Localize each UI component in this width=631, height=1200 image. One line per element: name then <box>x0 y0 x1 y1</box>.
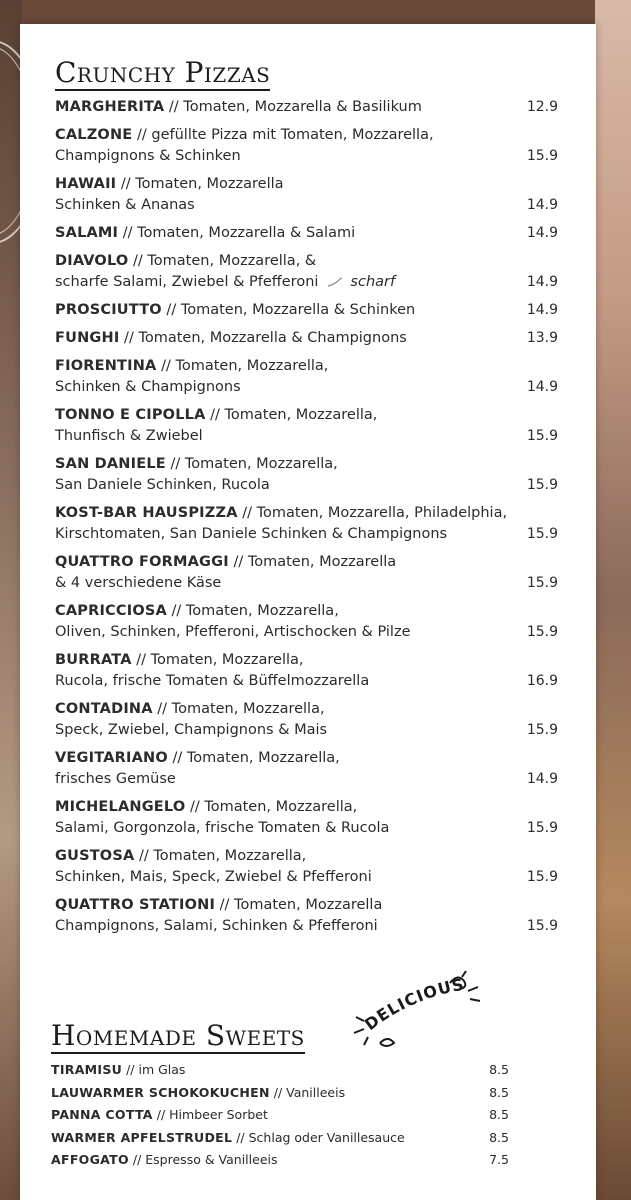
menu-item <box>55 454 560 496</box>
item-price: 14.9 <box>526 274 558 290</box>
item-name: WARMER APFELSTRUDEL <box>51 1129 233 1145</box>
item-description: // Tomaten, Mozzarella, <box>152 701 325 717</box>
item-description-continued: Salami, Gorgonzola, frische Tomaten & Rucola <box>55 820 390 836</box>
item-name: CALZONE <box>55 127 133 143</box>
item-description: // Vanilleeis <box>269 1084 346 1100</box>
menu-item <box>55 748 560 790</box>
item-description-line2 <box>55 195 560 216</box>
item-name: PROSCIUTTO <box>55 302 162 318</box>
item-description-line2 <box>55 769 560 790</box>
item-description-line2 <box>55 916 560 937</box>
item-description-line2 <box>55 426 560 447</box>
item-description: // Tomaten, Mozzarella, <box>167 750 340 766</box>
item-price: 14.9 <box>526 771 558 787</box>
sweet-list <box>51 1059 511 1172</box>
item-description: // Tomaten, Mozzarella & Salami <box>118 225 356 241</box>
item-price: 13.9 <box>526 330 558 346</box>
item-name: SALAMI <box>55 225 119 241</box>
item-price: 12.9 <box>526 99 558 115</box>
item-name: GUSTOSA <box>55 848 135 864</box>
item-description-continued: San Daniele Schinken, Rucola <box>55 477 270 493</box>
item-name: FUNGHI <box>55 330 120 346</box>
item-description-continued: Oliven, Schinken, Pfefferoni, Artischocken & Pilze <box>55 624 411 640</box>
item-name: CONTADINA <box>55 701 153 717</box>
menu-item <box>55 552 560 594</box>
menu-item <box>55 223 560 244</box>
menu-item <box>55 846 560 888</box>
item-description: // im Glas <box>122 1062 186 1077</box>
item-description-continued: scharfe Salami, Zwiebel & Pfefferoni <box>55 274 319 290</box>
item-description-line2 <box>55 622 560 643</box>
item-description-line2 <box>55 475 560 496</box>
item-price: 15.9 <box>526 477 558 493</box>
item-description: // Tomaten, Mozzarella, <box>205 407 378 423</box>
menu-item <box>55 356 560 398</box>
menu-item <box>55 601 560 643</box>
item-description: // Tomaten, Mozzarella & Champignons <box>119 330 407 346</box>
item-description: // Tomaten, Mozzarella & Schinken <box>161 302 416 318</box>
item-price: 8.5 <box>489 1129 509 1145</box>
pizza-list <box>55 97 560 944</box>
item-description-line2 <box>55 377 560 398</box>
sweets-section-title: Homemade Sweets <box>51 1019 305 1052</box>
menu-item <box>55 699 560 741</box>
item-price: 7.5 <box>489 1152 509 1167</box>
item-description-line2 <box>55 867 560 888</box>
item-name: HAWAII <box>55 176 117 192</box>
item-name: KOST-BAR HAUSPIZZA <box>55 505 238 521</box>
item-price: 14.9 <box>526 379 558 395</box>
item-price: 15.9 <box>526 722 558 738</box>
item-description-continued: Schinken & Champignons <box>55 379 241 395</box>
menu-item <box>55 174 560 216</box>
item-description: // Tomaten, Mozzarella, <box>134 848 307 864</box>
item-price: 8.5 <box>489 1107 509 1122</box>
menu-item <box>51 1127 511 1150</box>
spicy-label: scharf <box>350 274 396 290</box>
menu-item <box>51 1059 511 1082</box>
menu-item <box>55 97 560 118</box>
item-description-line2 <box>55 573 560 594</box>
item-description-continued: Schinken & Ananas <box>55 197 195 213</box>
item-name: MARGHERITA <box>55 99 165 115</box>
menu-item <box>51 1149 511 1172</box>
item-description-continued: Speck, Zwiebel, Champignons & Mais <box>55 722 328 738</box>
item-description: // Himbeer Sorbet <box>152 1107 268 1122</box>
menu-item <box>55 650 560 692</box>
item-description-line2 <box>55 671 560 692</box>
item-name: CAPRICCIOSA <box>55 603 167 619</box>
menu-item <box>55 895 560 937</box>
item-description-continued: Champignons, Salami, Schinken & Pfefferoni <box>55 918 378 934</box>
item-price: 15.9 <box>526 526 558 542</box>
item-description: // gefüllte Pizza mit Tomaten, Mozzarella, <box>132 127 434 143</box>
item-description: // Tomaten, Mozzarella, <box>185 799 358 815</box>
pizzas-section-title: Crunchy Pizzas <box>55 56 271 89</box>
menu-item <box>55 125 560 167</box>
item-description: // Tomaten, Mozzarella, <box>166 603 339 619</box>
menu-item <box>51 1082 511 1105</box>
item-name: LAUWARMER SCHOKOKUCHEN <box>51 1084 270 1100</box>
item-price: 15.9 <box>526 820 558 836</box>
item-name: QUATTRO FORMAGGI <box>55 554 229 570</box>
item-description-continued: Thunfisch & Zwiebel <box>55 428 203 444</box>
item-description: // Tomaten, Mozzarella, & <box>128 253 317 269</box>
item-description-line2 <box>55 524 560 545</box>
menu-item <box>51 1104 511 1127</box>
item-description: // Tomaten, Mozzarella <box>215 897 383 913</box>
item-description-continued: frisches Gemüse <box>55 771 176 787</box>
item-price: 16.9 <box>526 673 558 689</box>
item-description: // Schlag oder Vanillesauce <box>232 1129 405 1145</box>
item-description-line2 <box>55 146 560 167</box>
item-price: 15.9 <box>526 148 558 164</box>
item-name: MICHELANGELO <box>55 799 186 815</box>
item-description-line2 <box>55 720 560 741</box>
item-price: 14.9 <box>526 225 558 241</box>
item-description: // Espresso & Vanilleeis <box>128 1152 278 1167</box>
item-description-continued: Schinken, Mais, Speck, Zwiebel & Pfefferoni <box>55 869 372 885</box>
item-description: // Tomaten, Mozzarella <box>116 176 284 192</box>
item-price: 15.9 <box>526 918 558 934</box>
item-name: TONNO E CIPOLLA <box>55 407 206 423</box>
item-name: QUATTRO STATIONI <box>55 897 216 913</box>
item-name: AFFOGATO <box>51 1152 129 1167</box>
item-name: VEGITARIANO <box>55 750 168 766</box>
item-description: // Tomaten, Mozzarella, <box>131 652 304 668</box>
delicious-stamp <box>350 969 485 1049</box>
item-description-line2 <box>55 818 560 839</box>
menu-card <box>20 24 596 1200</box>
item-price: 15.9 <box>526 428 558 444</box>
item-description: // Tomaten, Mozzarella, <box>165 456 338 472</box>
item-description: // Tomaten, Mozzarella & Basilikum <box>164 99 422 115</box>
menu-item <box>55 797 560 839</box>
item-description: // Tomaten, Mozzarella <box>228 554 397 570</box>
item-name: BURRATA <box>55 652 132 668</box>
menu-item <box>55 251 560 293</box>
item-price: 14.9 <box>526 302 558 318</box>
item-description-continued: Champignons & Schinken <box>55 148 241 164</box>
item-description-continued: Kirschtomaten, San Daniele Schinken & Champignons <box>55 526 448 542</box>
item-name: SAN DANIELE <box>55 456 166 472</box>
item-price: 14.9 <box>526 197 558 213</box>
menu-item <box>55 405 560 447</box>
menu-item <box>55 300 560 321</box>
chili-icon <box>326 277 344 287</box>
menu-item <box>55 328 560 349</box>
item-description: // Tomaten, Mozzarella, Philadelphia, <box>237 505 508 521</box>
item-price: 15.9 <box>526 575 558 591</box>
item-price: 15.9 <box>526 624 558 640</box>
background-right <box>595 0 631 1200</box>
delicious-label: DELICIOUS <box>360 974 466 1035</box>
item-name: FIORENTINA <box>55 358 157 374</box>
item-price: 15.9 <box>526 869 558 885</box>
item-name: PANNA COTTA <box>51 1107 153 1122</box>
item-price: 8.5 <box>489 1084 509 1100</box>
menu-item <box>55 503 560 545</box>
item-description-continued: & 4 verschiedene Käse <box>55 575 222 591</box>
svg-text:DELICIOUS <box>361 975 466 1034</box>
item-description-line2 <box>55 272 560 293</box>
item-price: 8.5 <box>489 1062 509 1077</box>
item-description-continued: Rucola, frische Tomaten & Büffelmozzarella <box>55 673 370 689</box>
item-name: TIRAMISU <box>51 1062 123 1077</box>
item-name: DIAVOLO <box>55 253 129 269</box>
item-description: // Tomaten, Mozzarella, <box>156 358 329 374</box>
